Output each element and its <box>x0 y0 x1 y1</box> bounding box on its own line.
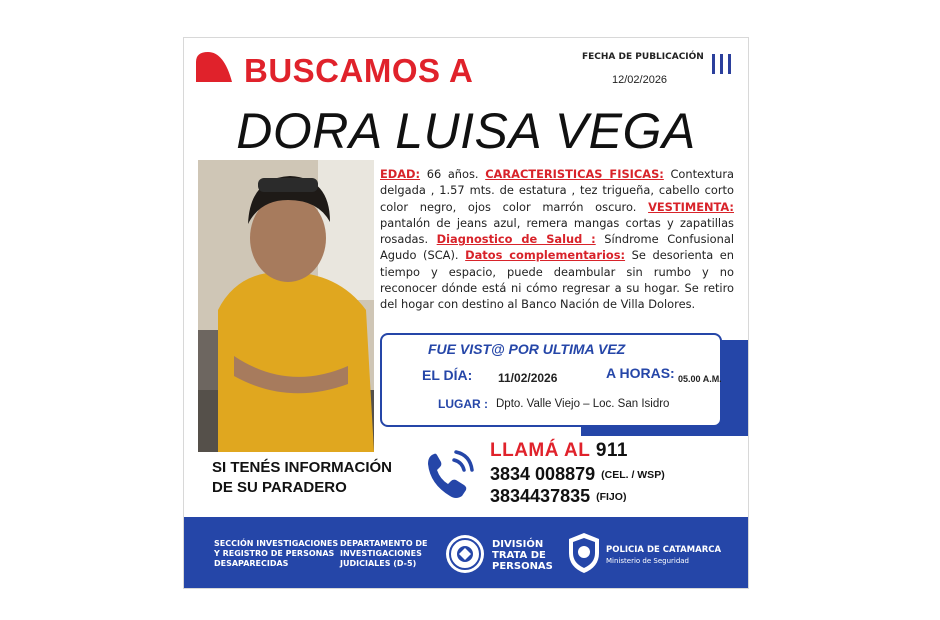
org2-line-2: INVESTIGACIONES <box>340 549 422 558</box>
last-seen-title: FUE VIST@ POR ULTIMA VEZ <box>428 341 626 357</box>
phone-1: 3834 008879 <box>490 464 596 484</box>
police-title: POLICIA DE CATAMARCA <box>606 545 722 555</box>
description-text <box>380 166 734 313</box>
hour-label: A HORAS: <box>606 365 675 381</box>
phone-icon <box>424 446 476 502</box>
physical-key: CARACTERISTICAS FISICAS: <box>485 167 664 181</box>
extra-key: Datos complementarios: <box>465 248 626 263</box>
headline: BUSCAMOS A <box>244 52 474 89</box>
last-seen-box <box>380 333 722 427</box>
trata-seal-icon <box>444 533 486 575</box>
police-subtitle: Ministerio de Seguridad <box>606 557 689 565</box>
person-name: DORA LUISA VEGA <box>236 103 696 159</box>
org-section-investigations <box>214 539 338 569</box>
org3-line-3: PERSONAS <box>492 561 553 572</box>
call-line <box>490 440 628 462</box>
health-key: Diagnostico de Salud : <box>436 232 596 247</box>
footer-band <box>184 517 748 588</box>
red-logo-icon <box>194 50 234 84</box>
hour-value: 05.00 A.M. <box>678 374 722 384</box>
age-key: EDAD: <box>380 167 421 181</box>
info-line-2: DE SU PARADERO <box>212 479 347 496</box>
phone-2: 3834437835 <box>490 486 591 506</box>
bars-icon <box>712 54 732 74</box>
extra-value: Se desorienta en tiempo y espacio, puede deambular sin rumbo y no reconocer dónde está ni cómo regresar a su hogar. Se retiro del hogar con destino al Banco Nación de Villa Dolores. <box>380 248 735 312</box>
call-label: LLAMÁ AL <box>490 440 596 461</box>
emergency-number: 911 <box>595 440 628 461</box>
age-value: 66 años. <box>420 167 486 181</box>
org3-line-2: TRATA DE <box>492 550 546 561</box>
org-department <box>340 539 428 569</box>
day-value: 11/02/2026 <box>498 371 558 385</box>
person-photo <box>198 160 374 452</box>
physical-value: Contextura delgada , 1.57 mts. de estatura , tez trigueña, cabello corto color negro, ojos color marrón oscuro. <box>380 167 734 214</box>
publication-date: 12/02/2026 <box>612 74 668 86</box>
publication-label: FECHA DE PUBLICACIÓN <box>582 52 704 62</box>
org-trata <box>492 539 553 572</box>
org1-line-1: SECCIÓN INVESTIGACIONES <box>214 539 339 548</box>
place-value: Dpto. Valle Viejo – Loc. San Isidro <box>496 398 670 410</box>
phone-row-2 <box>490 486 626 507</box>
day-label: EL DÍA: <box>422 367 473 383</box>
police-shield-icon <box>566 531 602 575</box>
phone-row-1 <box>490 464 665 485</box>
org-police <box>606 545 721 567</box>
health-value: Síndrome Confusional Agudo (SCA). <box>380 232 734 263</box>
clothing-key: VESTIMENTA: <box>648 199 734 214</box>
phone-2-note: (FIJO) <box>596 491 627 504</box>
phone-1-note: (CEL. / WSP) <box>601 469 665 482</box>
org1-line-2: Y REGISTRO DE PERSONAS <box>214 549 335 558</box>
info-line-1: SI TENÉS INFORMACIÓN <box>212 459 393 476</box>
place-label: LUGAR : <box>438 397 488 411</box>
info-prompt <box>212 458 392 498</box>
missing-person-poster <box>183 37 749 589</box>
org3-line-1: DIVISIÓN <box>492 539 544 550</box>
org1-line-3: DESAPARECIDAS <box>214 559 289 568</box>
org2-line-1: DEPARTAMENTO DE <box>340 539 428 548</box>
org2-line-3: JUDICIALES (D-5) <box>340 559 417 568</box>
clothing-value: pantalón de jeans azul, remera mangas cortas y zapatillas rosadas. <box>380 215 734 247</box>
